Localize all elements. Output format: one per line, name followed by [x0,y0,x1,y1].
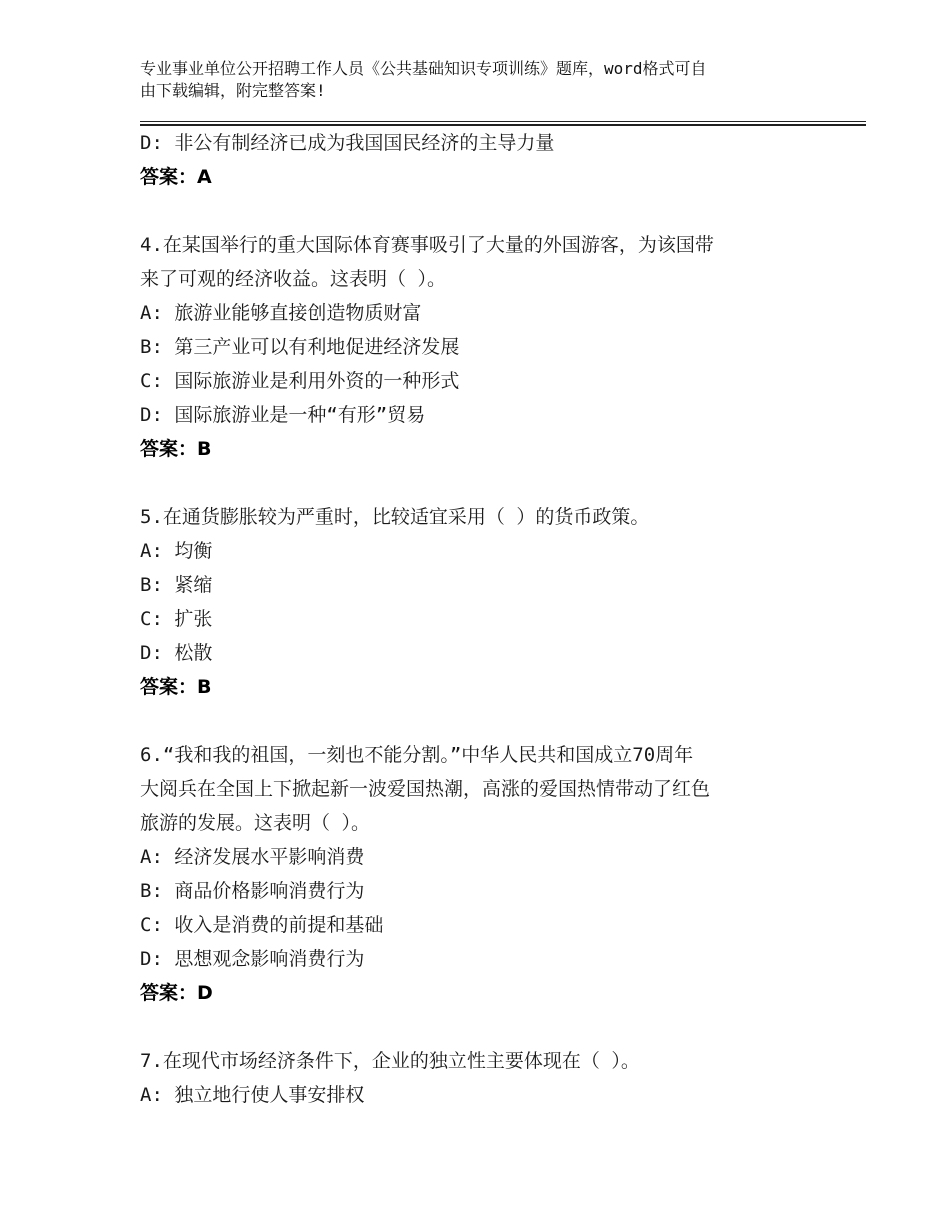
answer-line: 答案：B [140,676,212,698]
option-c: C: 扩张 [140,608,213,630]
question-stem: 旅游的发展。这表明（ ）。 [140,812,370,834]
option-c: C: 国际旅游业是利用外资的一种形式 [140,370,460,392]
option-b: B: 紧缩 [140,574,213,596]
header-rule-thin [140,121,866,122]
question-4 [140,228,820,466]
question-5 [140,500,820,704]
option-d: D: 思想观念影响消费行为 [140,948,365,970]
option-b: B: 商品价格影响消费行为 [140,880,365,902]
option-a: A: 旅游业能够直接创造物质财富 [140,302,422,324]
question-stem: 5.在通货膨胀较为严重时，比较适宜采用（ ）的货币政策。 [140,506,650,528]
document-header [140,58,810,102]
option-d: D: 松散 [140,642,213,664]
question-list [140,126,820,1112]
question-stem: 大阅兵在全国上下掀起新一波爱国热潮，高涨的爱国热情带动了红色 [140,778,711,800]
header-line-2: 由下载编辑，附完整答案! [140,81,326,100]
previous-question-tail [140,126,820,194]
option-c: C: 收入是消费的前提和基础 [140,914,384,936]
question-stem: 4.在某国举行的重大国际体育赛事吸引了大量的外国游客，为该国带 [140,234,714,256]
question-stem: 7.在现代市场经济条件下，企业的独立性主要体现在（ ）。 [140,1050,640,1072]
question-7 [140,1044,820,1112]
option-b: B: 第三产业可以有利地促进经济发展 [140,336,460,358]
header-line-1: 专业事业单位公开招聘工作人员《公共基础知识专项训练》题库，word格式可自 [140,59,707,78]
question-6 [140,738,820,1010]
option-d: D: 国际旅游业是一种“有形”贸易 [140,404,426,426]
option-a: A: 经济发展水平影响消费 [140,846,365,868]
option-a: A: 均衡 [140,540,213,562]
question-stem: 6.“我和我的祖国，一刻也不能分割。”中华人民共和国成立70周年 [140,744,694,766]
question-stem: 来了可观的经济收益。这表明（ ）。 [140,268,446,290]
answer-line: 答案：A [140,166,212,188]
answer-line: 答案：B [140,438,212,460]
answer-line: 答案：D [140,982,213,1004]
option-a: A: 独立地行使人事安排权 [140,1084,365,1106]
option-d: D: 非公有制经济已成为我国国民经济的主导力量 [140,132,555,154]
